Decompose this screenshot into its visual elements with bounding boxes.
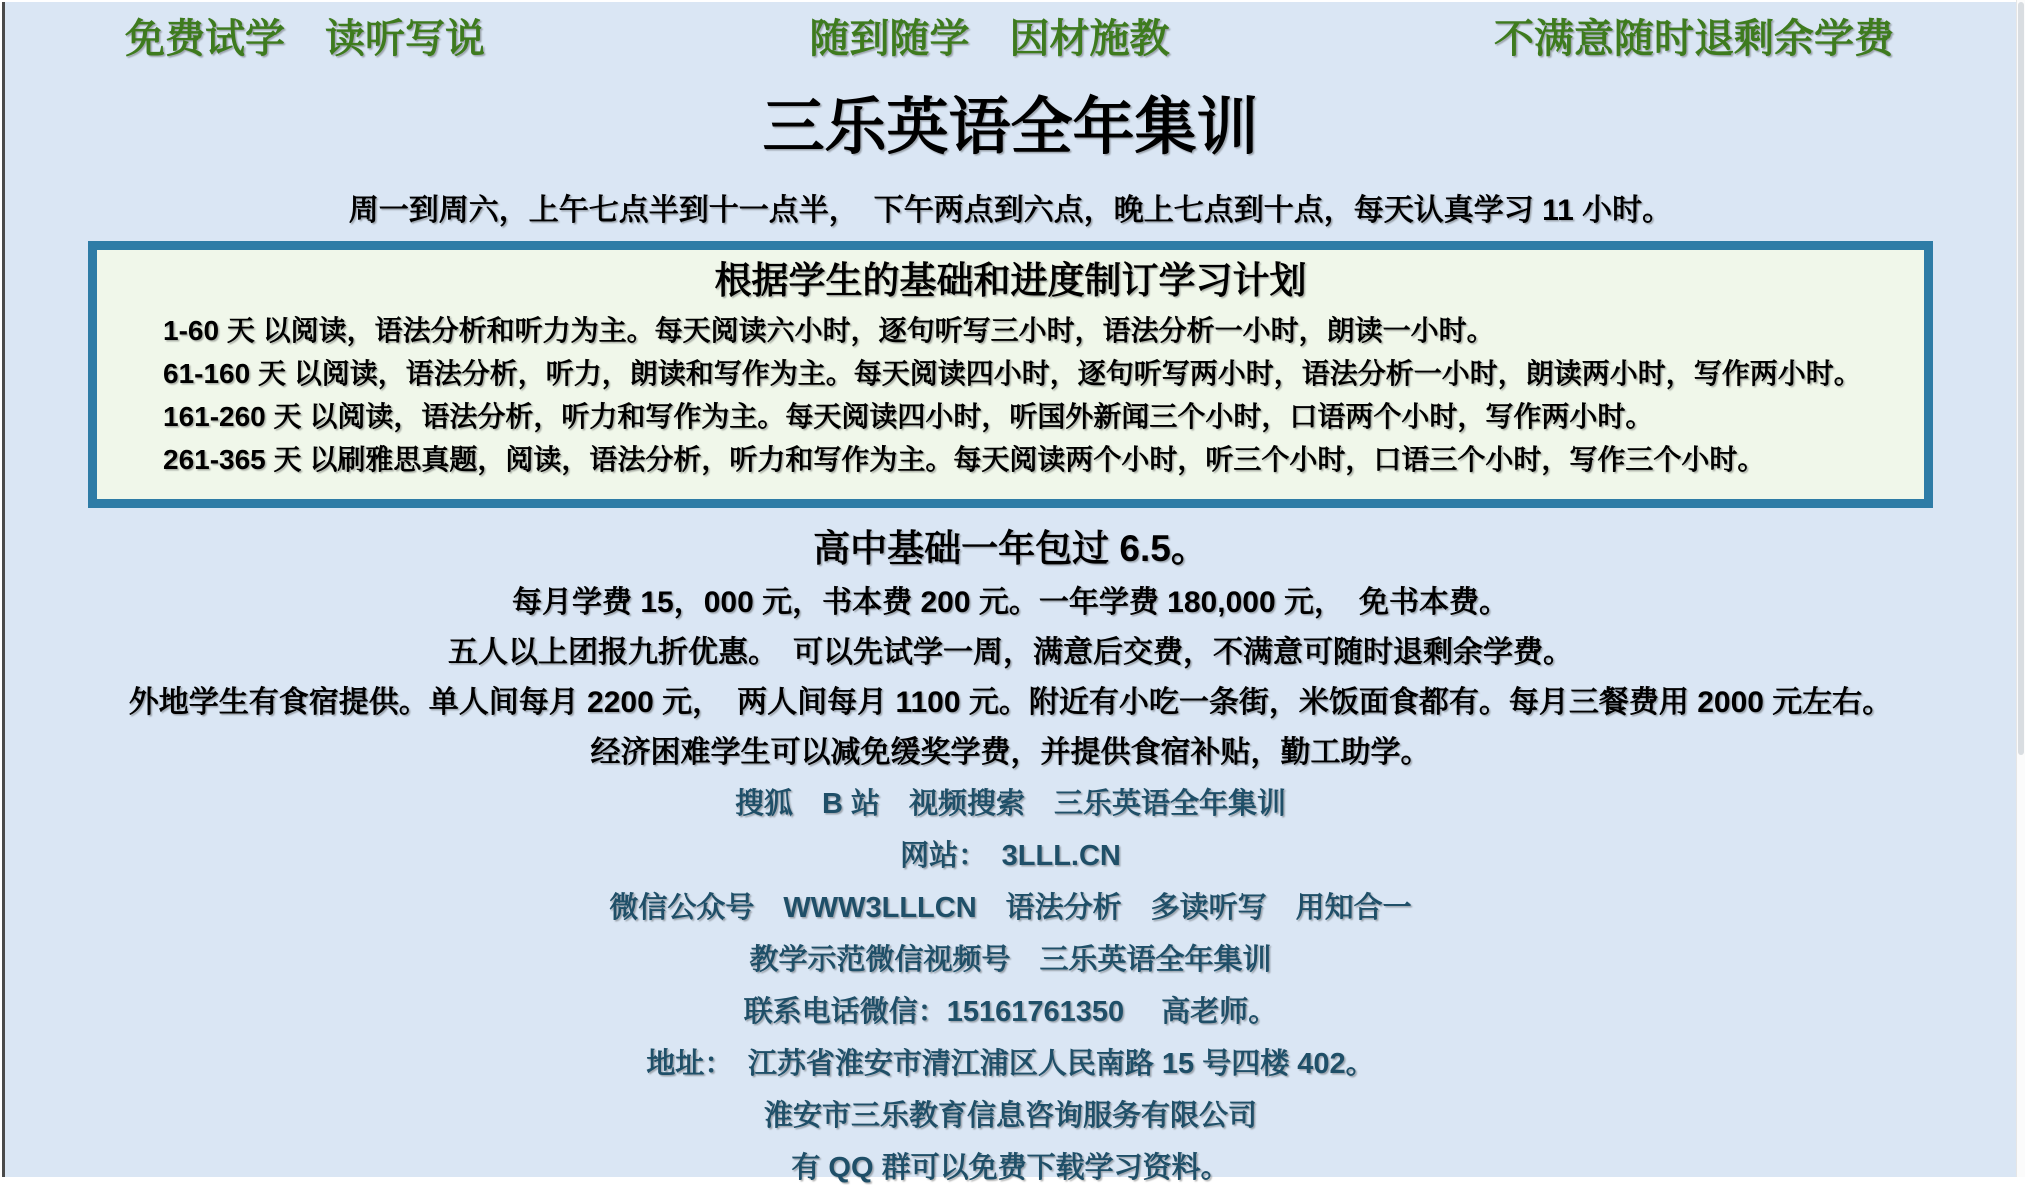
slogan-center: 随到随学 因材施教 xyxy=(810,16,1170,62)
scrollbar-thumb[interactable] xyxy=(2018,2,2024,755)
address-line: 地址： 江苏省淮安市清江浦区人民南路 15 号四楼 402。 xyxy=(5,1048,2016,1081)
website-line: 网站： 3LLL.CN xyxy=(5,840,2016,873)
plan-item-3: 161-260 天 以阅读，语法分析，听力和写作为主。每天阅读四小时，听国外新闻三个小时，口语两个小时，写作两小时。 xyxy=(163,395,1904,438)
flyer-page xyxy=(2,2,2016,1177)
guarantee-line: 高中基础一年包过 6.5。 xyxy=(5,528,2016,570)
slogan-right: 不满意随时退剩余学费 xyxy=(1494,16,1894,62)
daily-schedule-line: 周一到周六，上午七点半到十一点半， 下午两点到六点，晚上七点到十点，每天认真学习 11 小时。 xyxy=(5,193,2016,229)
plan-item-1: 1-60 天 以阅读，语法分析和听力为主。每天阅读六小时，逐句听写三小时，语法分析一小时，朗读一小时。 xyxy=(163,309,1904,352)
financial-aid-line: 经济困难学生可以减免缓奖学费，并提供食宿补贴，勤工助学。 xyxy=(5,736,2016,770)
plan-item-4: 261-365 天 以刷雅思真题，阅读，语法分析，听力和写作为主。每天阅读两个小时，听三个小时，口语三个小时，写作三个小时。 xyxy=(163,438,1904,481)
tuition-line: 每月学费 15，000 元，书本费 200 元。一年学费 180,000 元， 免书本费。 xyxy=(5,586,2016,620)
plan-item-2: 61-160 天 以阅读，语法分析，听力，朗读和写作为主。每天阅读四小时，逐句听写两小时，语法分析一小时，朗读两小时，写作两小时。 xyxy=(163,352,1904,395)
discount-line: 五人以上团报九折优惠。 可以先试学一周，满意后交费，不满意可随时退剩余学费。 xyxy=(5,636,2016,670)
plan-box-heading: 根据学生的基础和进度制订学习计划 xyxy=(117,258,1904,303)
accommodation-line: 外地学生有食宿提供。单人间每月 2200 元， 两人间每月 1100 元。附近有小吃一条街，米饭面食都有。每月三餐费用 2000 元左右。 xyxy=(5,686,2016,720)
qq-line: 有 QQ 群可以免费下载学习资料。 xyxy=(5,1152,2016,1185)
wechat-official-line: 微信公众号 WWW3LLLCN 语法分析 多读听写 用知合一 xyxy=(5,892,2016,925)
wechat-video-line: 教学示范微信视频号 三乐英语全年集训 xyxy=(5,944,2016,977)
phone-line: 联系电话微信：15161761350 高老师。 xyxy=(5,996,2016,1029)
company-line: 淮安市三乐教育信息咨询服务有限公司 xyxy=(5,1100,2016,1133)
study-plan-box xyxy=(88,241,1933,508)
contact-section xyxy=(5,788,2016,1185)
slogan-left: 免费试学 读听写说 xyxy=(125,16,485,62)
page-title: 三乐英语全年集训 xyxy=(5,92,2016,163)
video-search-line: 搜狐 B 站 视频搜索 三乐英语全年集训 xyxy=(5,788,2016,821)
slogan-row xyxy=(5,2,2016,62)
scrollbar[interactable] xyxy=(2016,0,2025,1177)
